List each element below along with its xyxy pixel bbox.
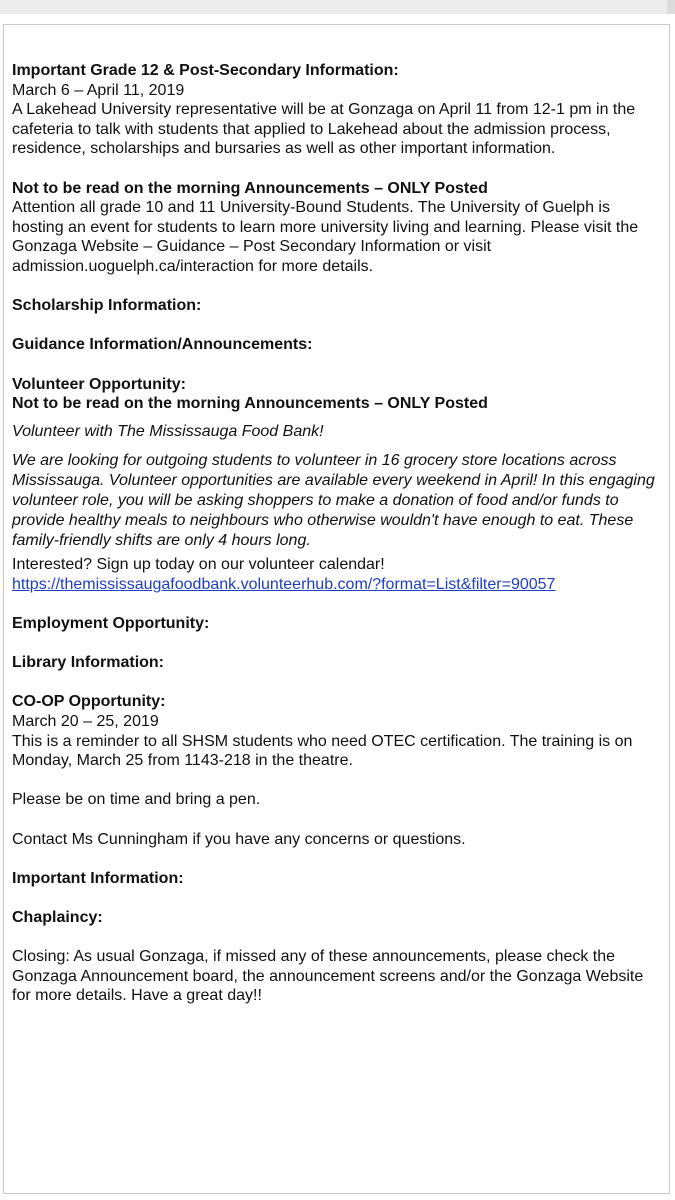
chaplaincy-heading: Chaplaincy: [12,908,103,926]
closing-text: Closing: As usual Gonzaga, if missed any of these announcements, please check the Gonzaga Announcement board, the announcement screens and/or the Gonzaga Website for more details. Have a great day!! [12,948,644,1005]
volunteer-subheading: Not to be read on the morning Announcements – ONLY Posted [12,395,488,413]
volunteer-cta: Interested? Sign up today on our volunteer calendar! [12,556,385,574]
announcements-document [12,61,664,1006]
top-bar-stub [667,0,675,14]
top-bar [0,0,675,14]
scholarship-heading: Scholarship Information: [12,297,202,315]
library-heading: Library Information: [12,654,165,672]
coop-body: This is a reminder to all SHSM students who need OTEC certification. The training is on Monday, March 25 from 1143-218 in the theatre. [12,732,633,770]
important-heading: Important Information: [12,869,184,887]
volunteer-intro: Volunteer with The Mississauga Food Bank! [12,422,324,440]
post-secondary-heading: Important Grade 12 & Post-Secondary Information: [12,62,399,79]
coop-date: March 20 – 25, 2019 [12,713,159,731]
volunteer-body: We are looking for outgoing students to volunteer in 16 grocery store locations across Mississauga. Volunteer opportunities are available every weekend in April! In this engaging volunteer role, you will be asking shoppers to make a donation of food and/or funds to provide healthy meals to neighbours who otherwise wouldn't have enough to eat. These family-friendly shifts are only 4 hours long. [12,452,655,550]
guelph-body: Attention all grade 10 and 11 University-Bound Students. The University of Guelph is hosting an event for students to learn more university living and learning. Please visit the Gonzaga Website – Guidance – Post Secondary Information or visit admission.uoguelph.ca/interaction for more details. [12,199,639,275]
employment-heading: Employment Opportunity: [12,615,210,633]
guelph-heading: Not to be read on the morning Announcements – ONLY Posted [12,179,488,197]
coop-contact: Contact Ms Cunningham if you have any concerns or questions. [12,830,466,848]
guidance-heading: Guidance Information/Announcements: [12,336,313,354]
volunteer-heading: Volunteer Opportunity: [12,375,186,393]
coop-heading: CO-OP Opportunity: [12,693,166,711]
post-secondary-body: A Lakehead University representative will be at Gonzaga on April 11 from 12-1 pm in the cafeteria to talk with students that applied to Lakehead about the admission process, residence, scholarships and bursaries as well as other important information. [12,101,636,158]
coop-note: Please be on time and bring a pen. [12,791,261,809]
volunteer-link[interactable]: https://themississaugafoodbank.volunteerhub.com/?format=List&filter=90057 [12,575,556,593]
post-secondary-date: March 6 – April 11, 2019 [12,81,185,99]
